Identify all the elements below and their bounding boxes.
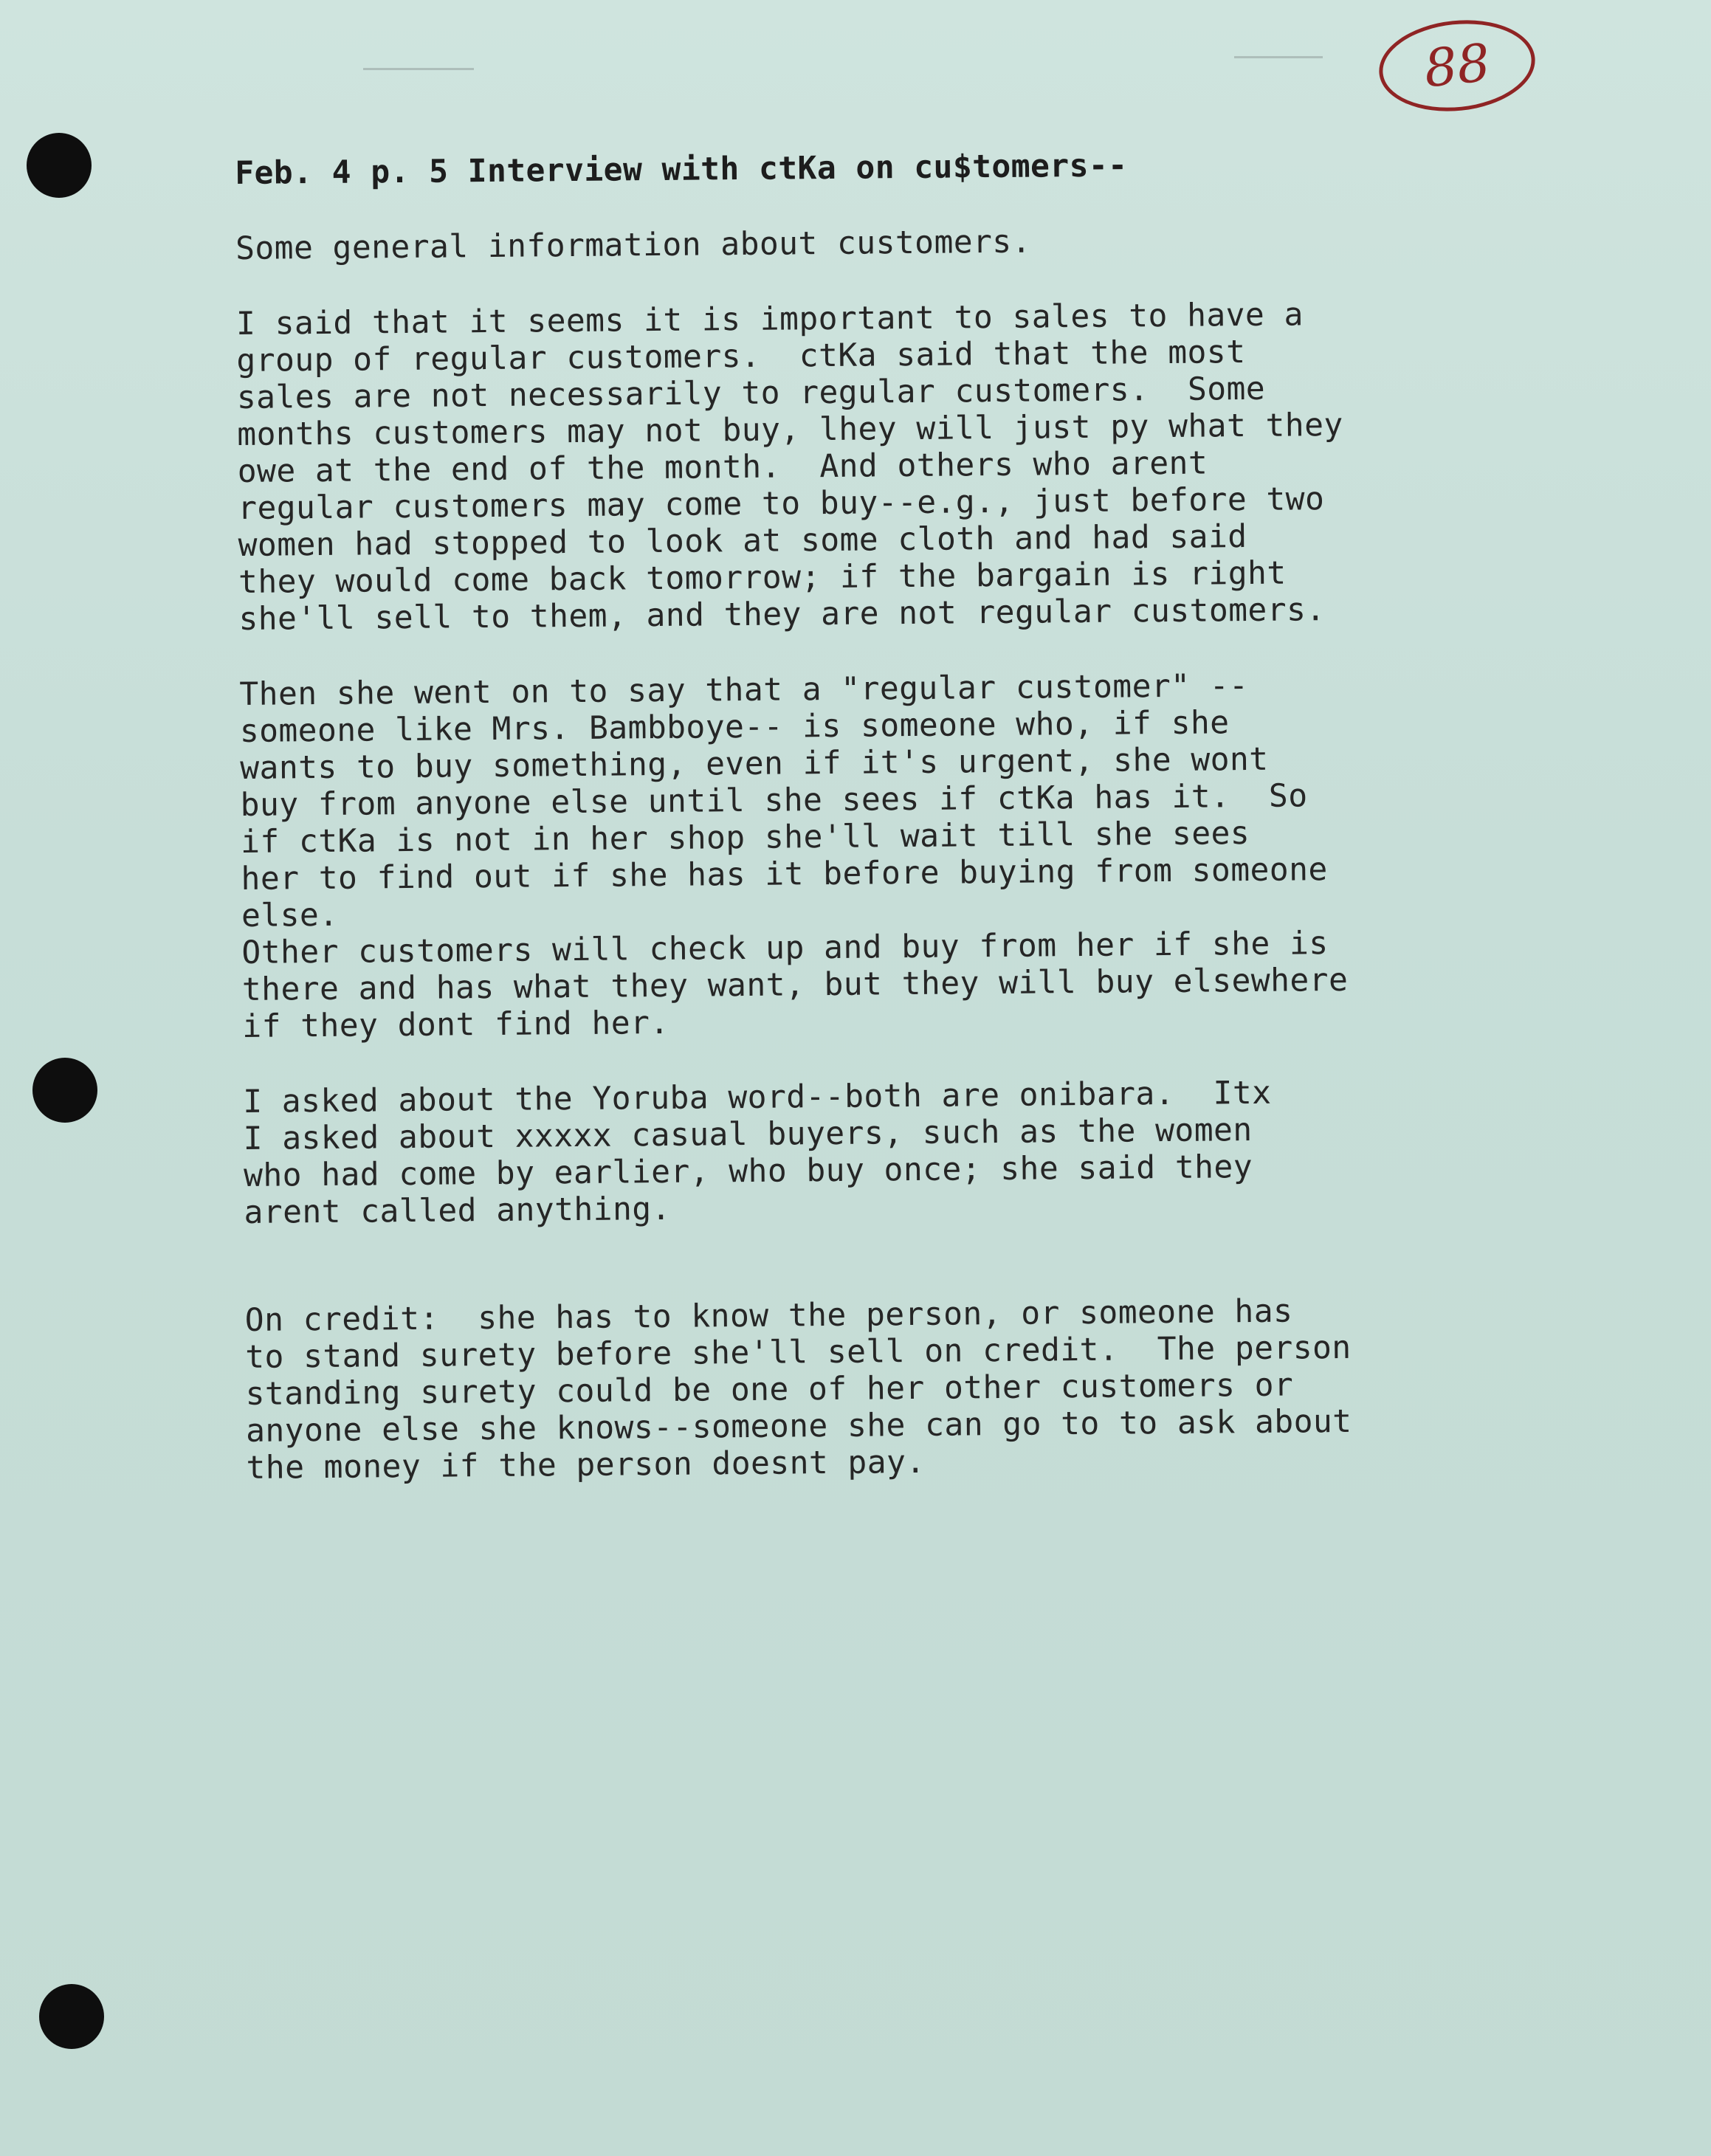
text-line: if they dont find her. xyxy=(242,1004,669,1045)
text-line: women had stopped to look at some cloth and had said xyxy=(238,518,1247,564)
paper-smudge xyxy=(1234,56,1323,58)
typed-text-body xyxy=(235,143,1575,1487)
text-line: months customers may not buy, lhey will just py what they xyxy=(237,406,1343,453)
text-line: standing surety could be one of her other customers or xyxy=(245,1366,1294,1413)
punch-hole-top xyxy=(27,133,92,198)
text-line: arent called anything. xyxy=(244,1190,672,1231)
punch-hole-bottom xyxy=(39,1984,104,2049)
document-title: Feb. 4 p. 5 Interview with ctKa on cu$tomers-- xyxy=(235,147,1128,192)
text-line: someone like Mrs. Bambboye-- is someone who, if she xyxy=(239,704,1230,750)
paragraph-yoruba-word xyxy=(243,1072,1573,1231)
intro-line: Some general information about customers. xyxy=(235,223,1032,267)
text-line: I said that it seems it is important to sales to have a xyxy=(235,296,1304,342)
punch-hole-middle xyxy=(32,1058,97,1123)
text-line: to stand surety before she'll sell on credit. The person xyxy=(244,1329,1352,1376)
text-line: regular customers may come to buy--e.g., just before two xyxy=(237,481,1325,527)
paragraph-on-credit xyxy=(245,1290,1575,1487)
text-line: if ctKa is not in her shop she'll wait till she sees xyxy=(240,815,1250,861)
text-line: who had come by earlier, who buy once; she said they xyxy=(243,1148,1253,1194)
text-line: I asked about the Yoruba word--both are onibara. Itx xyxy=(242,1074,1272,1120)
text-line: owe at the end of the month. And others who arent xyxy=(237,444,1208,490)
text-line: her to find out if she has it before buying from someone xyxy=(241,851,1328,898)
text-line: anyone else she knows--someone she can go to to ask about xyxy=(245,1402,1352,1450)
text-line: group of regular customers. ctKa said that the most xyxy=(236,334,1246,379)
text-line: she'll sell to them, and they are not regular customers. xyxy=(238,591,1326,638)
text-line: Other customers will check up and buy from her if she is xyxy=(241,925,1329,971)
text-line: the money if the person doesnt pay. xyxy=(246,1443,926,1487)
text-line: I asked about xxxxx casual buyers, such as the women xyxy=(243,1112,1253,1157)
text-line: else. xyxy=(241,896,339,934)
text-line: they would come back tomorrow; if the bargain is right xyxy=(238,554,1287,601)
text-line: On credit: she has to know the person, or someone has xyxy=(244,1292,1293,1339)
text-line: there and has what they want, but they will buy elsewhere xyxy=(241,961,1349,1008)
paper-smudge xyxy=(363,68,474,70)
text-line: Then she went on to say that a "regular customer" -- xyxy=(239,667,1249,713)
text-line: buy from anyone else until she sees if ctKa has it. So xyxy=(240,777,1308,824)
paragraph-regular-customers xyxy=(236,294,1568,638)
paragraph-regular-customer-definition xyxy=(239,664,1571,1045)
text-line: wants to buy something, even if it's urgent, she wont xyxy=(240,740,1269,787)
text-line: sales are not necessarily to regular customers. Some xyxy=(236,370,1266,416)
handwritten-page-number: 88 xyxy=(1374,13,1540,118)
